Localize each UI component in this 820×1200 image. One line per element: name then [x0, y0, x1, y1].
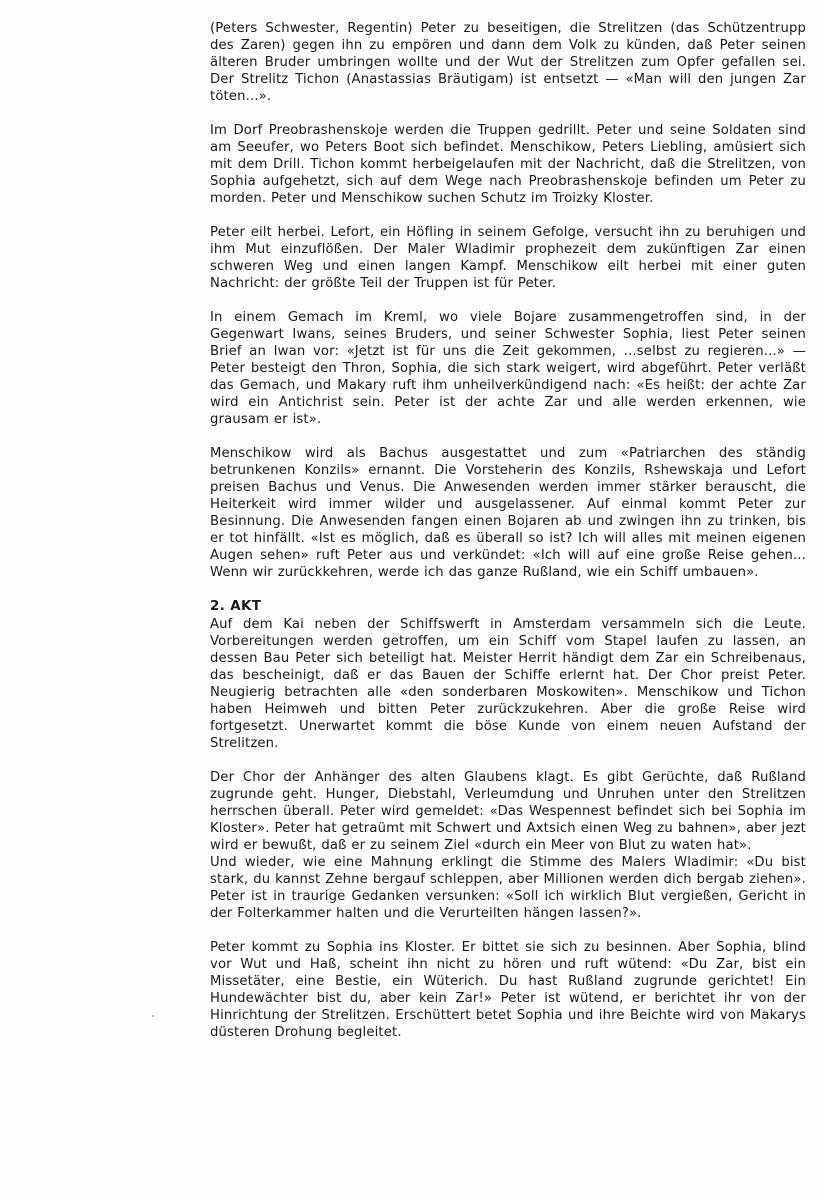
paragraph-strelitzen-plot: (Peters Schwester, Regentin) Peter zu beseitigen, die Strelitzen (das Schützentrupp des Zaren) gegen ihn zu empören und dann dem Volk zu künden, daß Peter seinen älteren Bruder umbringen wollte und der Wut der Strelitzen zum Opfer gefallen sei. Der Strelitz Tichon (Anastassias Bräutigam) ist entsetzt — «Man will den jungen Zar töten...».	[210, 21, 806, 104]
paragraph-lefort: Peter eilt herbei. Lefort, ein Höfling in seinem Gefolge, versucht ihn zu beruhigen und ihm Mut einzuflößen. Der Maler Wladimir prophezeit dem zukünftigen Zar einen schweren Weg und einen langen Kampf. Menschikow eilt herbei mit einer guten Nachricht: der größte Teil der Truppen ist für Peter.	[210, 225, 806, 291]
paragraph-chor: Der Chor der Anhänger des alten Glaubens klagt. Es gibt Gerüchte, daß Rußland zugrunde geht. Hunger, Diebstahl, Verleumdung und Unruhen unter den Strelitzen herrschen überall. Peter wird gemeldet: «Das Wespennest befindet sich bei Sophia im Kloster». Peter hat getraümt mit Schwert und Axtsich einen Weg zu bahnen», aber jezt wird er bewußt, daß er zu seinem Ziel «durch ein Meer von Blut zu waten hat».	[210, 770, 806, 853]
act-heading: 2. AKT	[210, 599, 262, 614]
paragraph-wladimir: Und wieder, wie eine Mahnung erklingt die Stimme des Malers Wladimir: «Du bist stark, du kannst Zehne bergauf schleppen, aber Millionen werden dich bergab ziehen». Peter ist in traurige Gedanken versunken: «Soll ich wirklich Blut vergießen, Gericht in der Folterkammer halten und die Verurteilten hängen lassen?».	[210, 855, 806, 921]
margin-speck	[152, 1015, 154, 1017]
paragraph-bachus: Menschikow wird als Bachus ausgestattet und zum «Patriarchen des ständig betrunkenen Konzils» ernannt. Die Vorsteherin des Konzils, Rshewskaja und Lefort preisen Bachus und Venus. Die Anwesenden werden immer stärker berauscht, die Heiterkeit wird immer wilder und ausgelassener. Auf einmal kommt Peter zur Besinnung. Die Anwesenden fangen einen Bojaren ab und zwingen ihn zu trinken, bis er tot hinfällt. «Ist es möglich, daß es überall so ist? Ich will alles mit meinen eigenen Augen sehen» ruft Peter aus und verkündet: «Ich will auf eine große Reise gehen... Wenn wir zurückkehren, werde ich das ganze Rußland, wie ein Schiff umbauen».	[210, 446, 806, 580]
paragraph-preobrashenskoje: Im Dorf Preobrashenskoje werden die Truppen gedrillt. Peter und seine Soldaten sind am Seeufer, wo Peters Boot sich befindet. Menschikow, Peters Liebling, amüsiert sich mit dem Drill. Tichon kommt herbeigelaufen mit der Nachricht, daß die Strelitzen, von Sophia aufgehetzt, sich auf dem Wege nach Preobrashenskoje befinden um Peter zu morden. Peter und Menschikow suchen Schutz im Troizky Kloster.	[210, 123, 806, 206]
paragraph-kreml: In einem Gemach im Kreml, wo viele Bojare zusammengetroffen sind, in der Gegenwart Iwans, seines Bruders, und seiner Schwester Sophia, liest Peter seinen Brief an Iwan vor: «Jetzt ist für uns die Zeit gekommen, ...selbst zu regieren...» — Peter besteigt den Thron, Sophia, die sich stark weigert, wird abgeführt. Peter verläßt das Gemach, und Makary ruft ihm unheilverkündigend nach: «Es heißt: der achte Zar wird ein Antichrist sein. Peter ist der achte Zar und alle werden erkennen, wie grausam er ist».	[210, 310, 806, 427]
paragraph-sophia-kloster: Peter kommt zu Sophia ins Kloster. Er bittet sie sich zu besinnen. Aber Sophia, blind vor Wut und Haß, scheint ihn nicht zu hören und ruft wütend: «Du Zar, bist ein Missetäter, eine Bestie, ein Wüterich. Du hast Rußland zugrunde gerichtet! Ein Hundewächter bist du, aber kein Zar!» Peter ist wütend, er berichtet ihr von der Hinrichtung der Strelitzen. Erschüttert betet Sophia und ihre Beichte wird von Makarys düsteren Drohung begleitet.	[210, 940, 806, 1040]
text-column	[210, 20, 806, 1041]
paragraph-amsterdam: Auf dem Kai neben der Schiffswerft in Amsterdam versammeln sich die Leute. Vorbereitungen werden getroffen, um ein Schiff vom Stapel laufen zu lassen, an dessen Bau Peter sich beteiligt hat. Meister Herrit händigt dem Zar ein Schreibenaus, das bescheinigt, daß er das Bauen der Schiffe erlernt hat. Der Chor preist Peter. Neugierig betrachten alle «den sonderbaren Moskowiten». Menschikow und Tichon haben Heimweh und bitten Peter zurückzukehren. Aber die große Reise wird fortgesetzt. Unerwartet kommt die böse Kunde von einem neuen Aufstand der Strelitzen.	[210, 617, 806, 751]
